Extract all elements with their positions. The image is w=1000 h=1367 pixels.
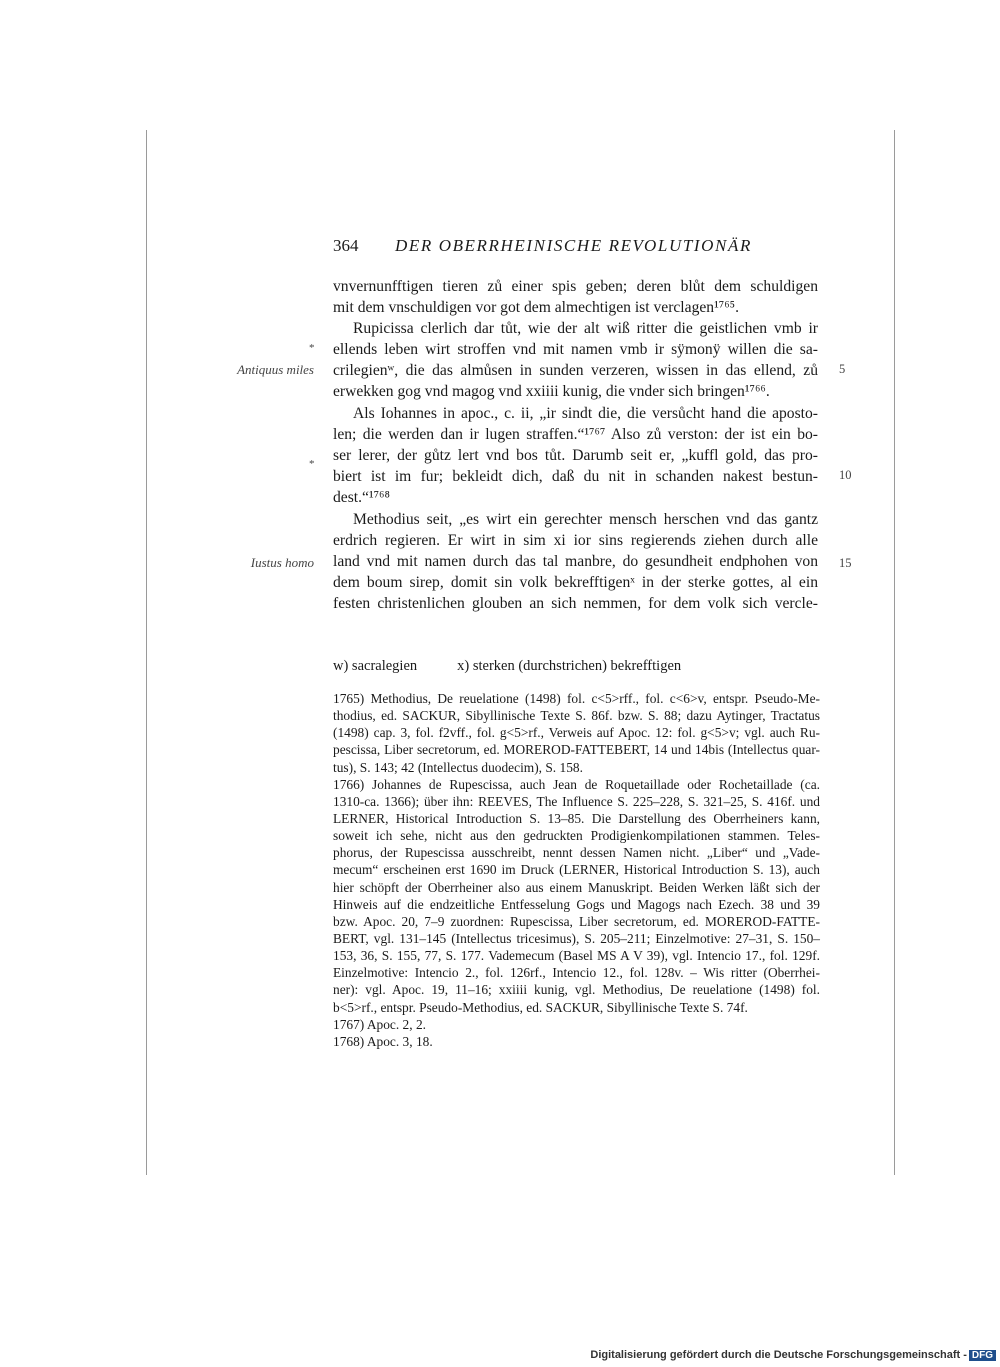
text-line: festen christenlichen glouben an sich nemmen, for dem volk sich vercle-: [333, 595, 818, 612]
footnote-line: mecum“ erscheinen erst 1690 im Druck (LERNER, Historical Introduction S. 13), auch: [333, 862, 820, 878]
footnotes: [333, 690, 820, 1050]
page-number: 364: [333, 236, 359, 255]
footnote-line: LERNER, Historical Introduction S. 13–85. Die Darstellung des Oberrheiners kann,: [333, 810, 820, 826]
text-line: Methodius seit, „es wirt ein gerechter mensch herschen vnd das gantz: [353, 511, 818, 528]
right-margin-rule: [894, 130, 895, 1175]
margin-asterisk: *: [309, 342, 315, 354]
footnote-line: BERT, vgl. 131–145 (Intellectus tricesimus), S. 205–211; Einzelmotive: 27–31, S. 150–: [333, 930, 820, 946]
footnote-line: ner): vgl. Apoc. 19, 11–16; xxiiii kunig, vgl. Methodius, De reuelatione (1498) fol.: [333, 982, 820, 998]
critical-apparatus: [333, 658, 681, 675]
funding-footer: [590, 1349, 996, 1361]
text-line: ser lerer, der gůtz lert vnd bos tůt. Darumb seit er, „kuffl gold, das pro-: [333, 447, 818, 464]
text-line: vnvernunfftigen tieren zů einer spis geben; deren blůt dem schuldigen: [333, 278, 818, 295]
running-title: DER OBERRHEINISCHE REVOLUTIONÄR: [395, 236, 752, 255]
text-line: len; die werden dan ir lugen straffen.“¹⁷⁶⁷ Also zů verston: der ist ein bo-: [333, 426, 818, 443]
text-line: biert ist im fur; bekleidt dich, daß du nit in schanden nakest bestun-: [333, 468, 818, 485]
text-line: erwekken gog vnd magog vnd xxiiii kunig, die vnder sich bringen¹⁷⁶⁶.: [333, 383, 770, 400]
footnote-line: bzw. Apoc. 20, 7–9 zuordnen: Rupescissa, Liber secretorum, ed. MOREROD-FATTE-: [333, 913, 820, 929]
footnote-line: tus), S. 143; 42 (Intellectus duodecim), S. 158.: [333, 759, 583, 775]
dfg-logo: DFG: [969, 1350, 996, 1361]
text-line: dem boum sirep, domit sin volk bekrefftigenˣ in der sterke gottes, al ein: [333, 574, 818, 591]
footer-text: Digitalisierung gefördert durch die Deutsche Forschungsgemeinschaft -: [590, 1349, 967, 1361]
footnote-line: 1766) Johannes de Rupescissa, auch Jean de Roquetaillade oder Rochetaillade (ca.: [333, 776, 820, 792]
footnote-line: 1767) Apoc. 2, 2.: [333, 1016, 426, 1032]
apparatus-note-x: x) sterken (durchstrichen) bekrefftigen: [457, 658, 682, 674]
text-line: land vnd mit namen durch das tal manbre, do gesundheit endphohen von: [333, 553, 818, 570]
margin-asterisk: *: [309, 458, 315, 470]
footnote-line: pescissa, Liber secretorum, ed. MOREROD-FATTEBERT, 14 und 14bis (Intellectus quar-: [333, 742, 820, 758]
footnote-line: phorus, der Rupescissa ausschreibt, nennt dessen Namen nicht. „Liber“ und „Vade-: [333, 845, 820, 861]
footnote-line: 153, 36, S. 155, 77, S. 177. Vademecum (Basel MS A V 39), vgl. Intencio 17., fol. 129f.: [333, 948, 820, 964]
footnote-line: soweit ich sehe, nicht aus den gedruckten Prodigienkompilationen stammen. Teles-: [333, 828, 820, 844]
text-line: Als Iohannes in apoc., c. ii, „ir sindt die, die versůcht hand die aposto-: [353, 405, 818, 422]
footnote-line: b<5>rf., entspr. Pseudo-Methodius, ed. SACKUR, Sibyllinische Texte S. 74f.: [333, 999, 748, 1015]
text-line: Rupicissa clerlich dar tůt, wie der alt wiß ritter die geistlichen vmb ir: [353, 320, 818, 337]
left-margin-rule: [146, 130, 147, 1175]
text-line: dest.“¹⁷⁶⁸: [333, 489, 390, 506]
text-line: ellends leben wirt stroffen vnd mit namen vmb ir sÿmonÿ willen die sa-: [333, 341, 818, 358]
text-line: mit dem vnschuldigen vor got dem almechtigen ist verclagen¹⁷⁶⁵.: [333, 299, 739, 316]
footnote-line: 1768) Apoc. 3, 18.: [333, 1033, 433, 1049]
footnote-line: 1310-ca. 1366); über ihn: REEVES, The Influence S. 225–228, S. 321–25, S. 416f. und: [333, 793, 820, 809]
text-line: crilegienʷ, die das almůsen in sunden verzeren, wissen in das ellend, zů: [333, 362, 818, 379]
footnote-line: 1765) Methodius, De reuelatione (1498) fol. c<5>rff., fol. c<6>v, entspr. Pseudo-Me-: [333, 691, 820, 706]
apparatus-note-w: w) sacralegien: [333, 658, 418, 674]
footnote-line: hier schöpft der Oberrheiner also aus einem Manuskript. Beiden Werken läßt sich der: [333, 879, 820, 895]
footnote-line: (1498) cap. 3, fol. f2vff., fol. g<5>rf., Verweis auf Apoc. 12: fol. g<5>v; vgl. auch Ru-: [333, 725, 820, 741]
footnote-line: Hinweis auf die endzeitliche Entfesselung Gogs und Magogs nach Ezech. 38 und 39: [333, 896, 820, 912]
running-header: [333, 236, 823, 256]
footnote-line: Einzelmotive: Intencio 2., fol. 126rf., Intencio 12., fol. 128v. – Wis ritter (Oberrhei-: [333, 965, 820, 981]
line-number: 10: [839, 468, 852, 482]
margin-note-antiquus-miles: Antiquus miles: [237, 362, 314, 377]
footnote-line: thodius, ed. SACKUR, Sibyllinische Texte S. 86f. bzw. S. 88; dazu Aytinger, Tractatus: [333, 708, 820, 724]
line-number: 5: [839, 362, 846, 376]
line-number: 15: [839, 556, 852, 570]
margin-note-iustus-homo: Iustus homo: [250, 555, 314, 570]
text-line: erdrich regieren. Er wirt in sim xi ior sins regierends ziehen durch alle: [333, 532, 818, 549]
